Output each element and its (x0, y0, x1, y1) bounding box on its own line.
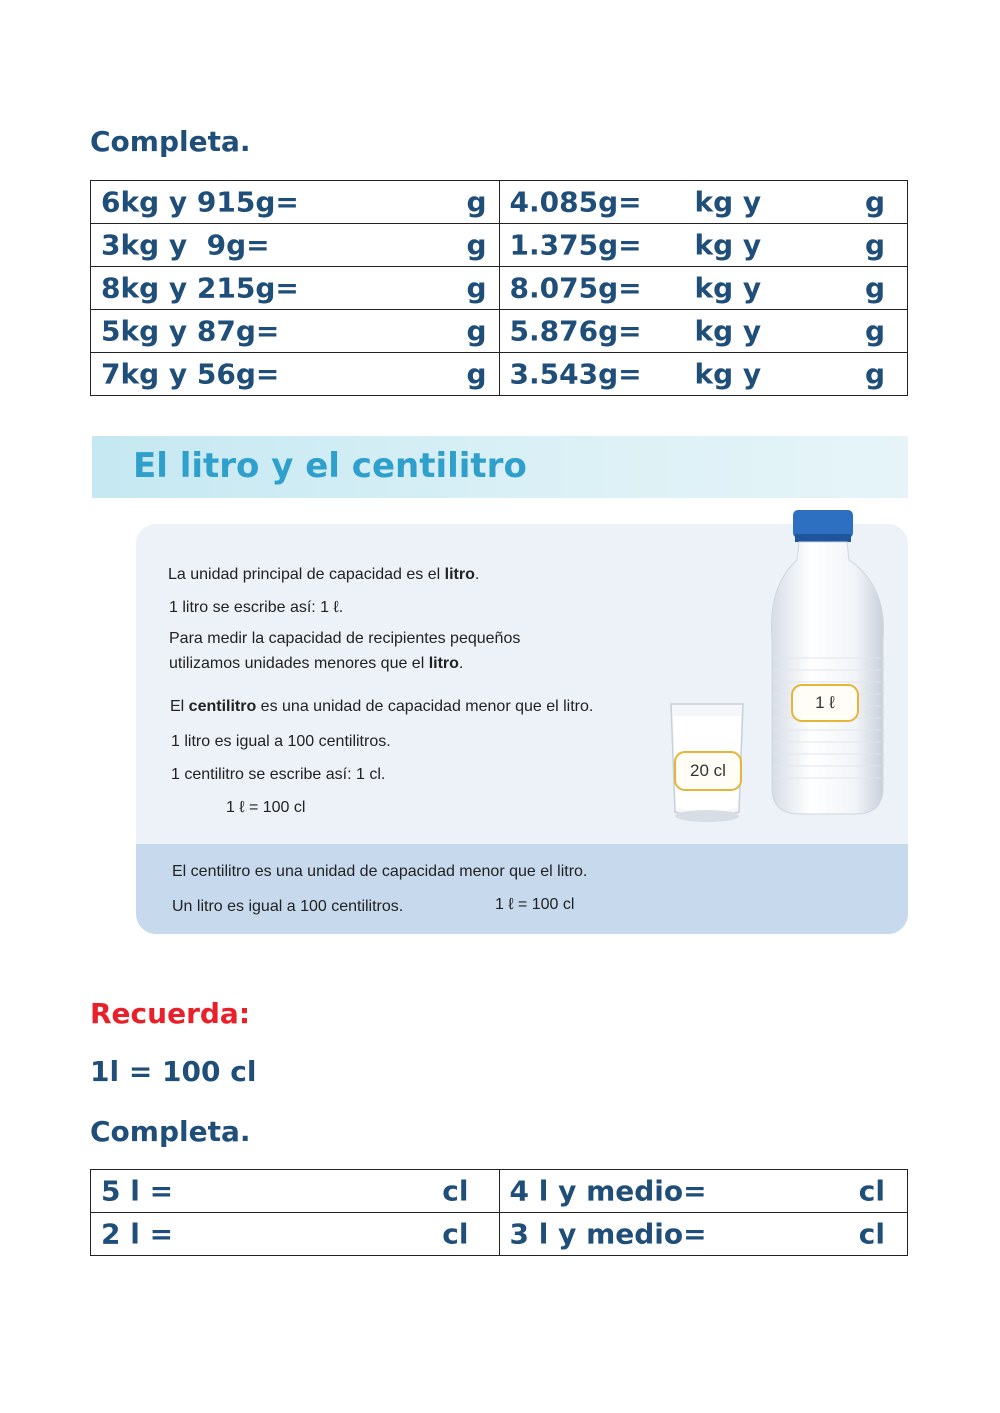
text-line: 1 litro se escribe así: 1 ℓ. (169, 599, 344, 616)
table-row (91, 181, 908, 224)
summary-formula: 1 ℓ = 100 cl (495, 896, 575, 913)
heading-completa-1: Completa. (90, 125, 251, 158)
table-row (91, 353, 908, 396)
cell-left[interactable]: 6kg y 915g= g (91, 181, 500, 224)
text-line: 1 litro es igual a 100 centilitros. (171, 733, 391, 750)
recuerda-label: Recuerda: (90, 997, 251, 1030)
table-row (91, 267, 908, 310)
cell-right[interactable]: 8.075g= kg y g (499, 267, 908, 310)
summary-line: El centilitro es una unidad de capacidad menor que el litro. (172, 863, 588, 880)
milk-bottle-image (765, 508, 890, 818)
mass-conversion-table (90, 180, 908, 396)
capacity-conversion-table (90, 1169, 908, 1256)
section-title: El litro y el centilitro (133, 446, 527, 486)
cell-right[interactable]: 4 l y medio= cl (499, 1170, 908, 1213)
cell-left[interactable]: 5 l = cl (91, 1170, 500, 1213)
summary-band (136, 844, 908, 934)
table-row (91, 1213, 908, 1256)
equivalence-text: 1l = 100 cl (90, 1055, 257, 1088)
cell-left[interactable]: 2 l = cl (91, 1213, 500, 1256)
table-row (91, 1170, 908, 1213)
text-line: 1 centilitro se escribe así: 1 cl. (171, 766, 386, 783)
cell-left[interactable]: 3kg y 9g= g (91, 224, 500, 267)
text-line: utilizamos unidades menores que el litro. (169, 655, 464, 672)
text-line: Para medir la capacidad de recipientes pequeños (169, 630, 521, 647)
cell-right[interactable]: 3 l y medio= cl (499, 1213, 908, 1256)
text-line: La unidad principal de capacidad es el litro. (168, 566, 480, 583)
cell-left[interactable]: 7kg y 56g= g (91, 353, 500, 396)
table-row (91, 224, 908, 267)
heading-completa-2: Completa. (90, 1115, 251, 1148)
cell-left[interactable]: 8kg y 215g= g (91, 267, 500, 310)
bottle-capacity-label: 1 ℓ (791, 684, 859, 722)
formula-line: 1 ℓ = 100 cl (226, 799, 306, 816)
cell-right[interactable]: 4.085g= kg y g (499, 181, 908, 224)
table-row (91, 310, 908, 353)
cell-right[interactable]: 3.543g= kg y g (499, 353, 908, 396)
summary-line: Un litro es igual a 100 centilitros. (172, 898, 404, 915)
cell-left[interactable]: 5kg y 87g= g (91, 310, 500, 353)
cell-right[interactable]: 1.375g= kg y g (499, 224, 908, 267)
cell-right[interactable]: 5.876g= kg y g (499, 310, 908, 353)
glass-capacity-label: 20 cl (674, 751, 742, 791)
text-line: El centilitro es una unidad de capacidad menor que el litro. (170, 698, 594, 715)
